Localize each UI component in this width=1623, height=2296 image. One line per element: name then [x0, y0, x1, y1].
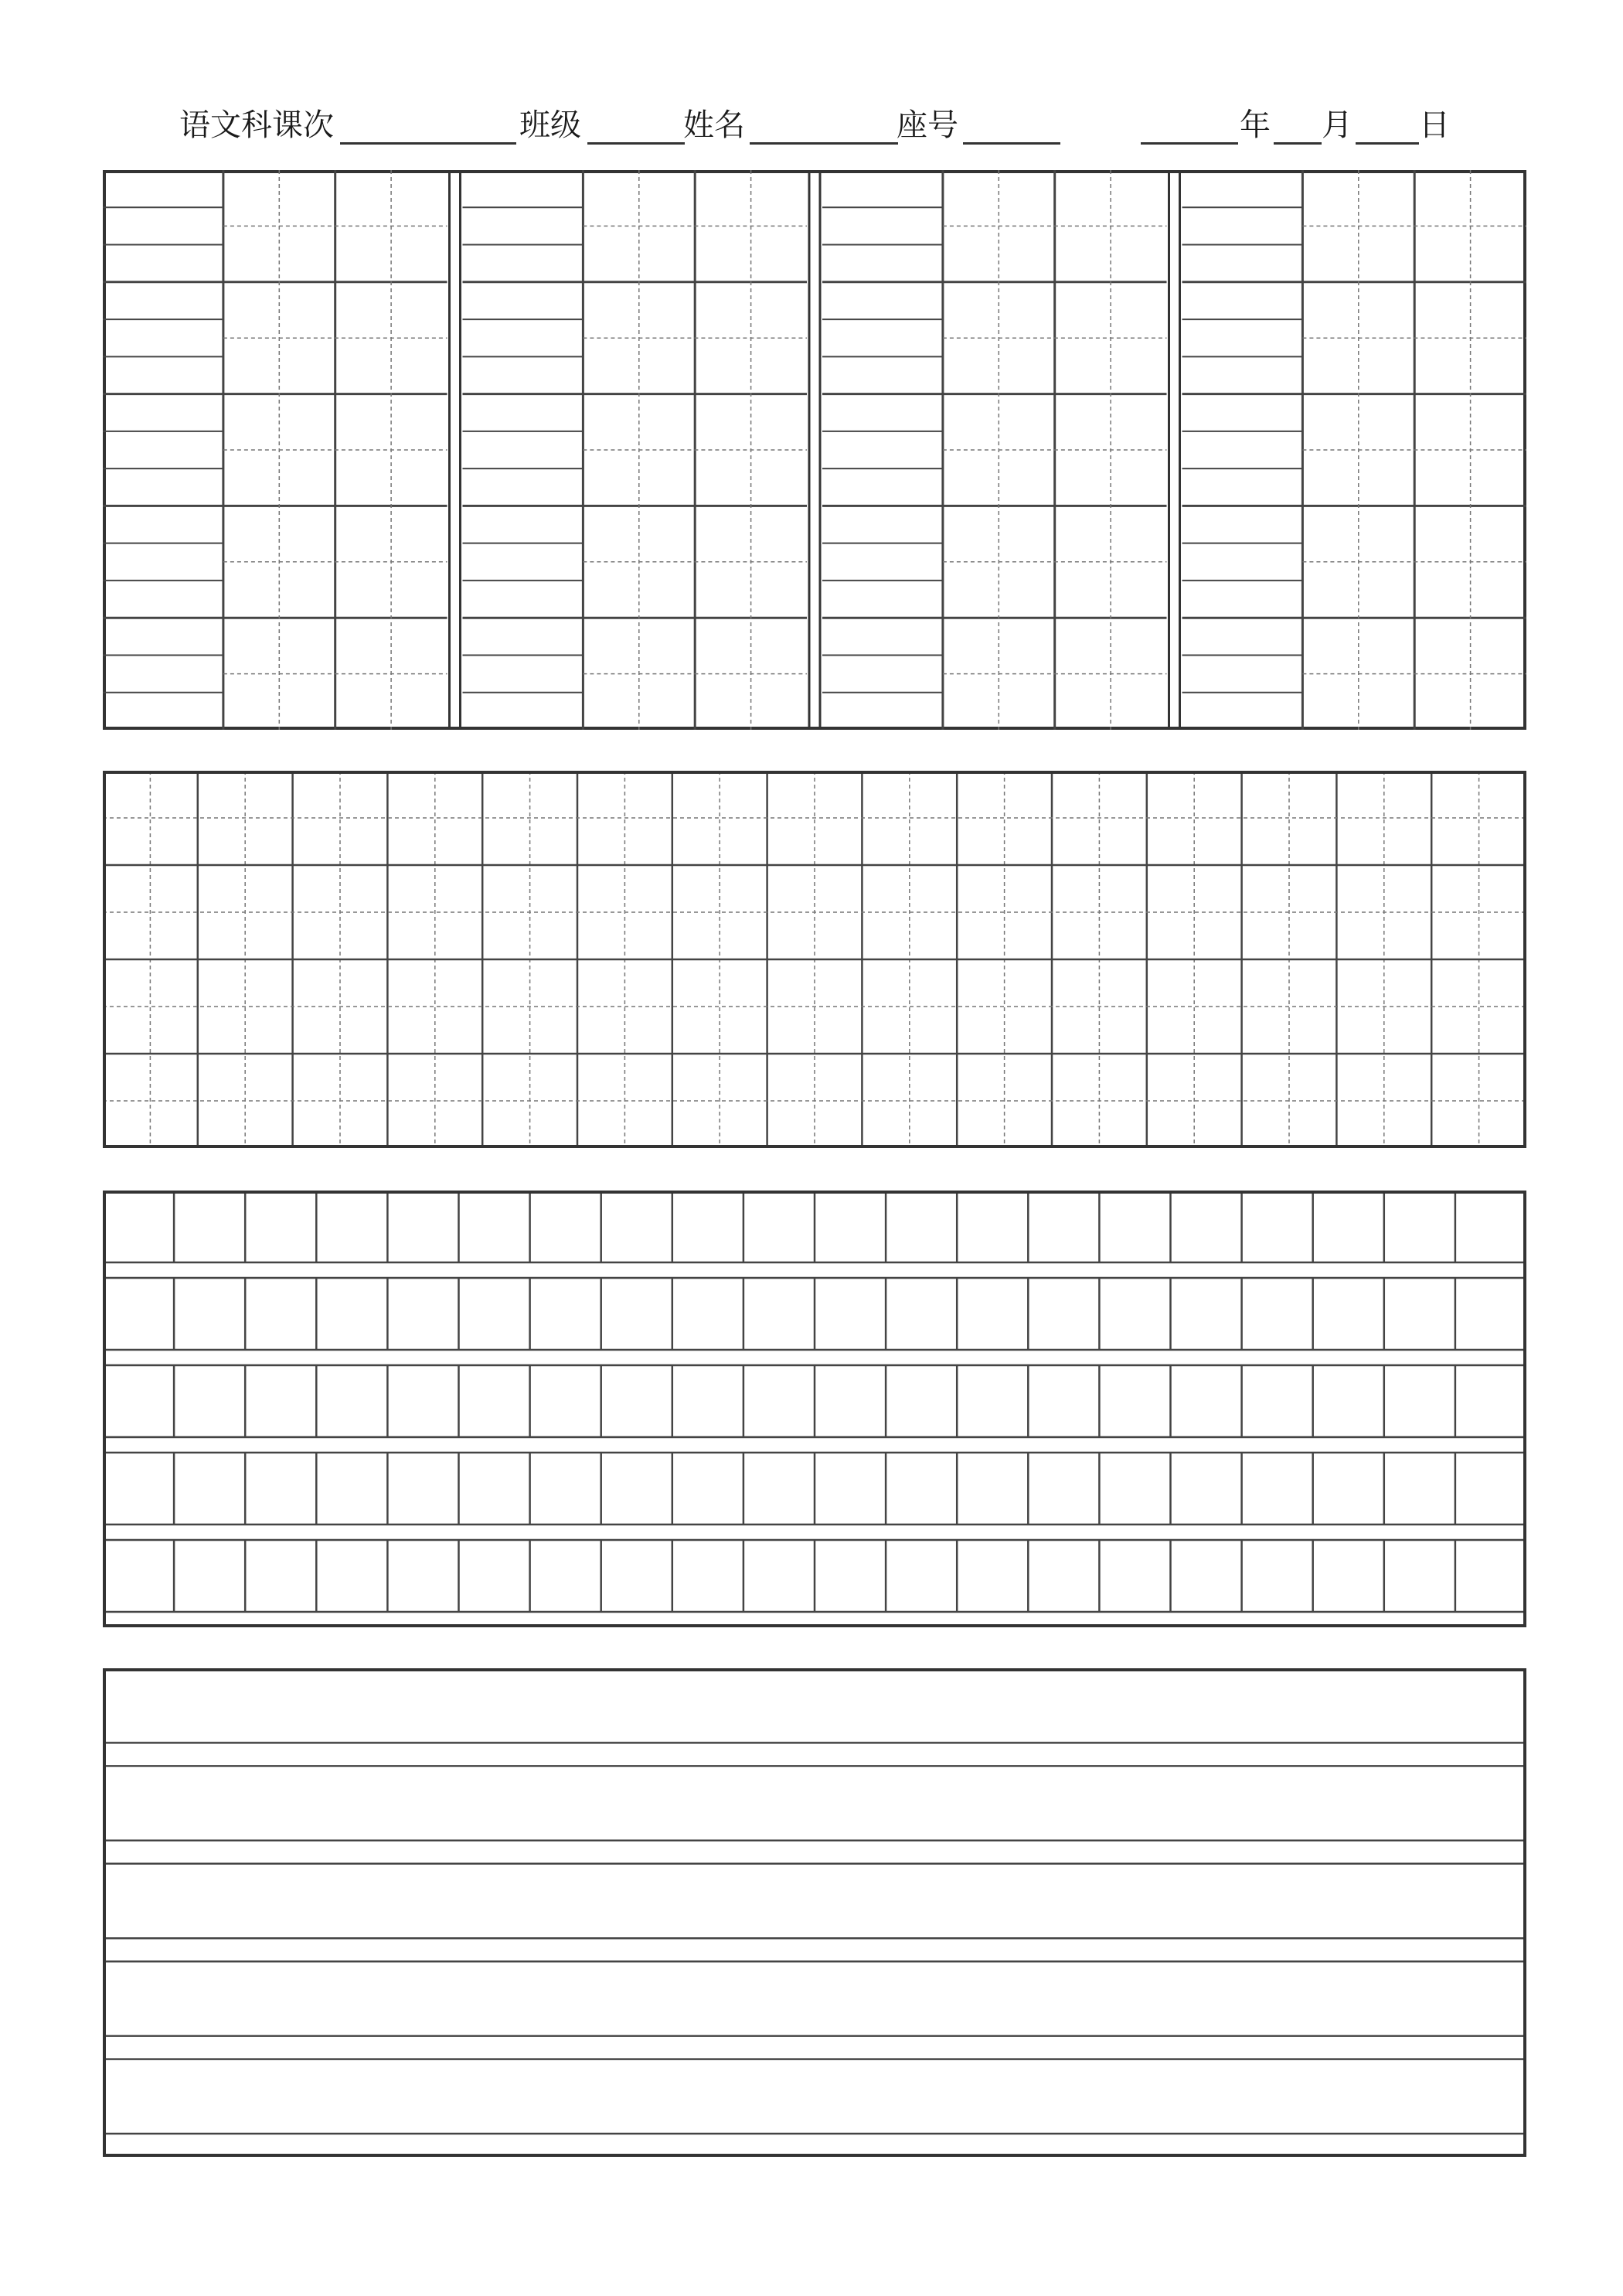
day-blank[interactable]	[1356, 142, 1419, 145]
square-grid-section	[103, 1191, 1526, 1627]
worksheet-header	[0, 100, 1623, 155]
pinyin-tianzige-section	[103, 170, 1526, 730]
day-label: 日	[1419, 107, 1450, 143]
writing-lines-section	[103, 1668, 1526, 2157]
name-label: 姓名	[683, 107, 745, 143]
tianzige-grid[interactable]	[103, 771, 1526, 1148]
tianzige-section	[103, 771, 1526, 1148]
class-blank[interactable]	[587, 142, 685, 145]
lesson-blank[interactable]	[340, 142, 516, 145]
seat-blank[interactable]	[963, 142, 1060, 145]
year-label: 年	[1240, 107, 1271, 143]
seat-label: 座号	[897, 107, 958, 143]
year-blank[interactable]	[1141, 142, 1238, 145]
pinyin-tianzige-grid[interactable]	[103, 170, 1526, 730]
name-blank[interactable]	[750, 142, 898, 145]
lesson-label: 语文科课次	[179, 107, 334, 143]
writing-lines-grid[interactable]	[103, 1668, 1526, 2157]
month-blank[interactable]	[1274, 142, 1322, 145]
month-label: 月	[1322, 107, 1352, 143]
square-grid[interactable]	[103, 1191, 1526, 1627]
class-label: 班级	[519, 107, 581, 143]
